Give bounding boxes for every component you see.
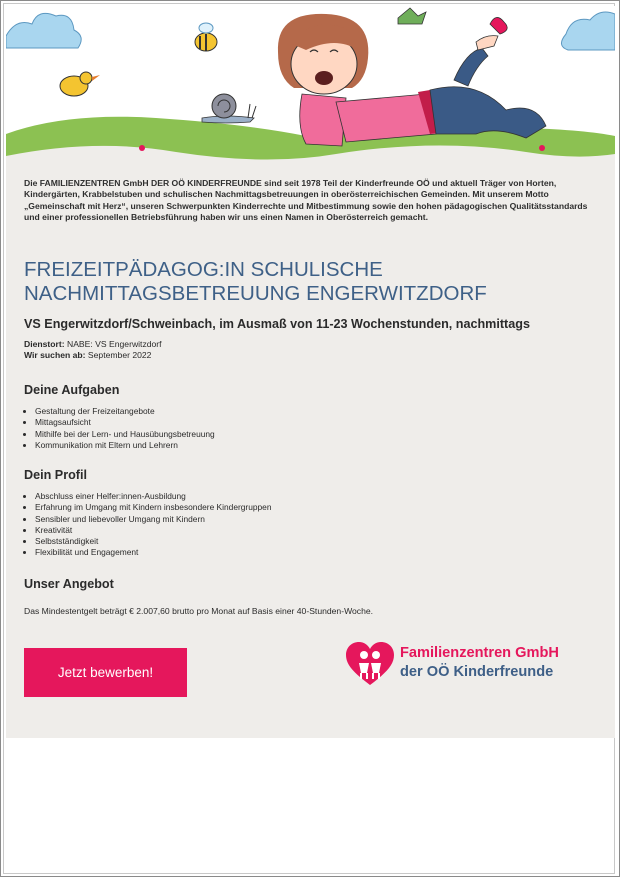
logo-line-1: Familienzentren GmbH xyxy=(400,645,559,661)
job-meta xyxy=(24,339,162,361)
profile-list xyxy=(24,491,272,559)
location-row xyxy=(24,339,162,350)
job-title: FREIZEITPÄDAGOG:IN SCHULISCHE NACHMITTAGSBETREUUNG ENGERWITZDORF xyxy=(24,258,487,305)
start-row xyxy=(24,350,162,361)
apply-button[interactable]: Jetzt bewerben! xyxy=(24,648,187,697)
list-item: • Mittagsaufsicht xyxy=(35,417,215,428)
hero-illustration xyxy=(6,6,615,174)
list-item: • Selbstständigkeit xyxy=(35,536,272,547)
profile-heading: Dein Profil xyxy=(24,468,87,482)
list-item: • Kreativität xyxy=(35,525,272,536)
list-item: • Mithilfe bei der Lern- und Hausübungsbetreuung xyxy=(35,429,215,440)
job-subtitle: VS Engerwitzdorf/Schweinbach, im Ausmaß von 11-23 Wochenstunden, nachmittags xyxy=(24,317,530,331)
list-item: • Kommunikation mit Eltern und Lehrern xyxy=(35,440,215,451)
flower-icon xyxy=(139,145,145,151)
heart-with-children-icon xyxy=(344,641,396,687)
start-label: Wir suchen ab: xyxy=(24,350,86,360)
tasks-heading: Deine Aufgaben xyxy=(24,383,120,397)
list-item: • Abschluss einer Helfer:innen-Ausbildung xyxy=(35,491,272,502)
logo-line-2: der OÖ Kinderfreunde xyxy=(400,664,554,680)
start-value: September 2022 xyxy=(85,350,152,360)
company-logo xyxy=(344,641,594,687)
offer-heading: Unser Angebot xyxy=(24,577,114,591)
list-item: • Flexibilität und Engagement xyxy=(35,547,272,558)
job-ad xyxy=(6,6,615,738)
tasks-list xyxy=(24,406,215,451)
flower-icon xyxy=(539,145,545,151)
location-label: Dienstort: xyxy=(24,339,65,349)
offer-text: Das Mindestentgelt beträgt € 2.007,60 brutto pro Monat auf Basis einer 40-Stunden-Woche. xyxy=(24,606,374,616)
list-item: • Gestaltung der Freizeitangebote xyxy=(35,406,215,417)
list-item: • Sensibler und liebevoller Umgang mit Kindern xyxy=(35,514,272,525)
location-value: NABE: VS Engerwitzdorf xyxy=(64,339,162,349)
intro-text: Die FAMILIENZENTREN GmbH DER OÖ KINDERFREUNDE sind seit 1978 Teil der Kinderfreunde OÖ und aktuell Träger von Horten, Kindergärten, Krabbelstuben und schulischen Nachmittagsbetreuungen in oberösterreichischen Gemeinden. Mit unserem Motto „Gemeinschaft mit Herz“, unseren Schwerpunkten Kinderrechte und Mitbestimmung sowie den hohen pädagogischen Qualitätsstandards und einer professionellen Betriebsführung haben wir uns einen Namen in Oberösterreich gemacht. xyxy=(24,178,588,223)
list-item: • Erfahrung im Umgang mit Kindern insbesondere Kindergruppen xyxy=(35,502,272,513)
